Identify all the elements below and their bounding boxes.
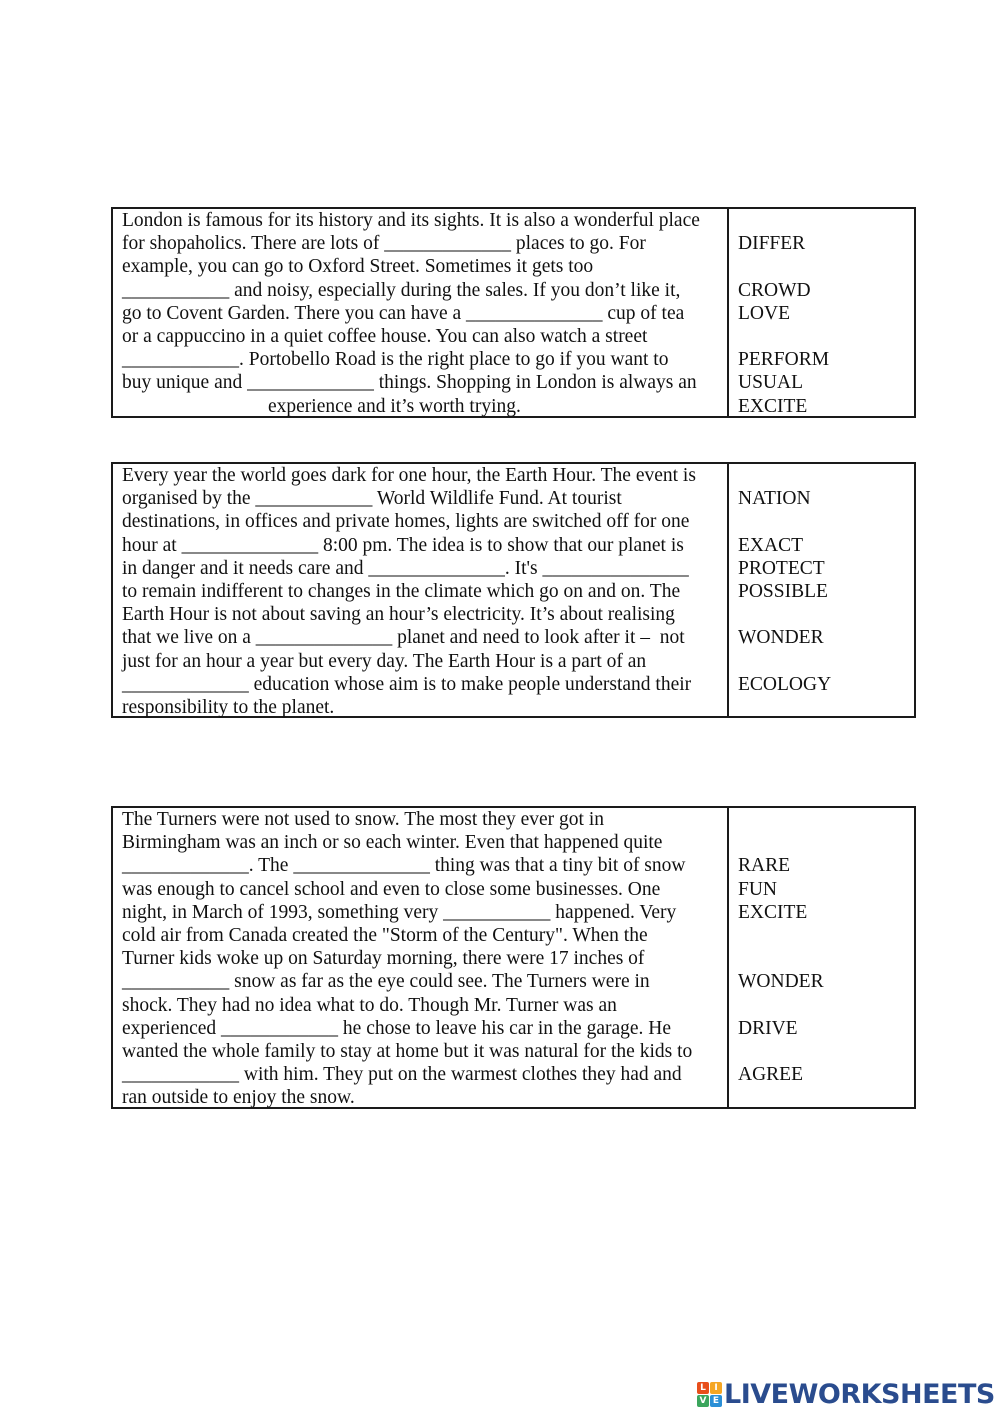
text-line: hour at ______________ 8:00 pm. The idea is to show that our planet is [122, 534, 684, 556]
text-line: night, in March of 1993, something very ___________ happened. Very [122, 901, 677, 923]
word-excite: EXCITE [738, 901, 808, 923]
text-line: ___________ snow as far as the eye could see. The Turners were in [122, 971, 650, 993]
word-line [738, 255, 914, 278]
text-line: organised by the ____________ World Wildlife Fund. At tourist [122, 488, 622, 510]
word-line [738, 831, 914, 854]
text-line: responsibility to the planet. [122, 696, 335, 718]
word-line [738, 1086, 914, 1109]
logo-mark-letter: E [710, 1395, 722, 1407]
word-differ: DIFFER [738, 233, 806, 255]
text-line: experience and it’s worth trying. [268, 395, 521, 417]
logo-text: LIVEWORKSHEETS [724, 1378, 995, 1410]
exercise-1-text-cell [113, 209, 729, 416]
text-line: ran outside to enjoy the snow. [122, 1087, 355, 1109]
exercise-2-word-list [729, 464, 914, 716]
word-perform: PERFORM [738, 349, 830, 371]
text-line: ____________. Portobello Road is the right place to go if you want to [122, 349, 669, 371]
text-line: cold air from Canada created the "Storm of the Century". When the [122, 924, 648, 946]
text-line: Every year the world goes dark for one hour, the Earth Hour. The event is [122, 465, 696, 486]
word-line [738, 650, 914, 673]
text-line: London is famous for its history and its sights. It is also a wonderful place [122, 210, 700, 231]
word-fun: FUN [738, 878, 778, 900]
word-nation: NATION [738, 488, 811, 510]
word-line [738, 808, 914, 831]
word-wonder: WONDER [738, 627, 824, 649]
word-exact: EXACT [738, 534, 803, 556]
text-line: Birmingham was an inch or so each winter. Even that happened quite [122, 832, 663, 854]
exercise-3-word-list [729, 808, 914, 1107]
exercise-2-table [111, 462, 916, 718]
text-line: example, you can go to Oxford Street. Sometimes it gets too [122, 256, 594, 278]
word-line [738, 994, 914, 1017]
word-line [738, 510, 914, 533]
logo-mark-letter: V [697, 1395, 709, 1407]
word-excite: EXCITE [738, 395, 808, 417]
text-line: The Turners were not used to snow. The most they ever got in [122, 809, 605, 830]
text-line: experienced ____________ he chose to leave his car in the garage. He [122, 1017, 672, 1039]
exercise-3-text-cell [113, 808, 729, 1107]
text-line: to remain indifferent to changes in the climate which go on and on. The [122, 580, 681, 602]
text-line: Turner kids woke up on Saturday morning, there were 17 inches of [122, 948, 645, 970]
text-line: buy unique and _____________ things. Shopping in London is always an [122, 372, 697, 394]
word-line [738, 924, 914, 947]
logo-mark-icon [697, 1382, 722, 1407]
word-line [738, 1040, 914, 1063]
word-crowd: CROWD [738, 279, 811, 301]
text-line: _____________ education whose aim is to make people understand their [122, 673, 692, 695]
word-possible: POSSIBLE [738, 580, 828, 602]
text-line: shock. They had no idea what to do. Though Mr. Turner was an [122, 994, 617, 1016]
word-line [738, 947, 914, 970]
word-wonder: WONDER [738, 971, 824, 993]
text-line: _____________. The ______________ thing was that a tiny bit of snow [122, 855, 686, 877]
text-line: for shopaholics. There are lots of _____________ places to go. For [122, 233, 646, 255]
liveworksheets-logo [697, 1378, 995, 1410]
word-line [738, 209, 914, 232]
word-protect: PROTECT [738, 557, 825, 579]
word-ecology: ECOLOGY [738, 673, 832, 695]
text-line: just for an hour a year but every day. The Earth Hour is a part of an [122, 650, 647, 672]
text-line: was enough to cancel school and even to close some businesses. One [122, 878, 661, 900]
text-line: ___________ and noisy, especially during the sales. If you don’t like it, [122, 279, 681, 301]
text-line: that we live on a ______________ planet and need to look after it – not [122, 627, 685, 649]
text-line: ____________ with him. They put on the warmest clothes they had and [122, 1064, 682, 1086]
text-line: or a cappuccino in a quiet coffee house. You can also watch a street [122, 325, 648, 347]
text-line: wanted the whole family to stay at home but it was natural for the kids to [122, 1040, 693, 1062]
word-love: LOVE [738, 302, 790, 324]
text-line: Earth Hour is not about saving an hour’s electricity. It’s about realising [122, 604, 675, 626]
exercise-2-text-cell [113, 464, 729, 716]
word-line [738, 464, 914, 487]
exercise-1-word-list [729, 209, 914, 416]
text-line: destinations, in offices and private homes, lights are switched off for one [122, 511, 690, 533]
logo-mark-letter: I [710, 1382, 722, 1394]
text-line: in danger and it needs care and ______________. It's _______________ [122, 557, 689, 579]
word-agree: AGREE [738, 1064, 803, 1086]
word-rare: RARE [738, 855, 791, 877]
word-line [738, 603, 914, 626]
word-drive: DRIVE [738, 1017, 798, 1039]
word-line [738, 696, 914, 719]
exercise-1-table [111, 207, 916, 418]
word-line [738, 325, 914, 348]
exercise-3-table [111, 806, 916, 1109]
logo-mark-letter: L [697, 1382, 709, 1394]
word-usual: USUAL [738, 372, 804, 394]
text-line: go to Covent Garden. There you can have a ______________ cup of tea [122, 302, 685, 324]
